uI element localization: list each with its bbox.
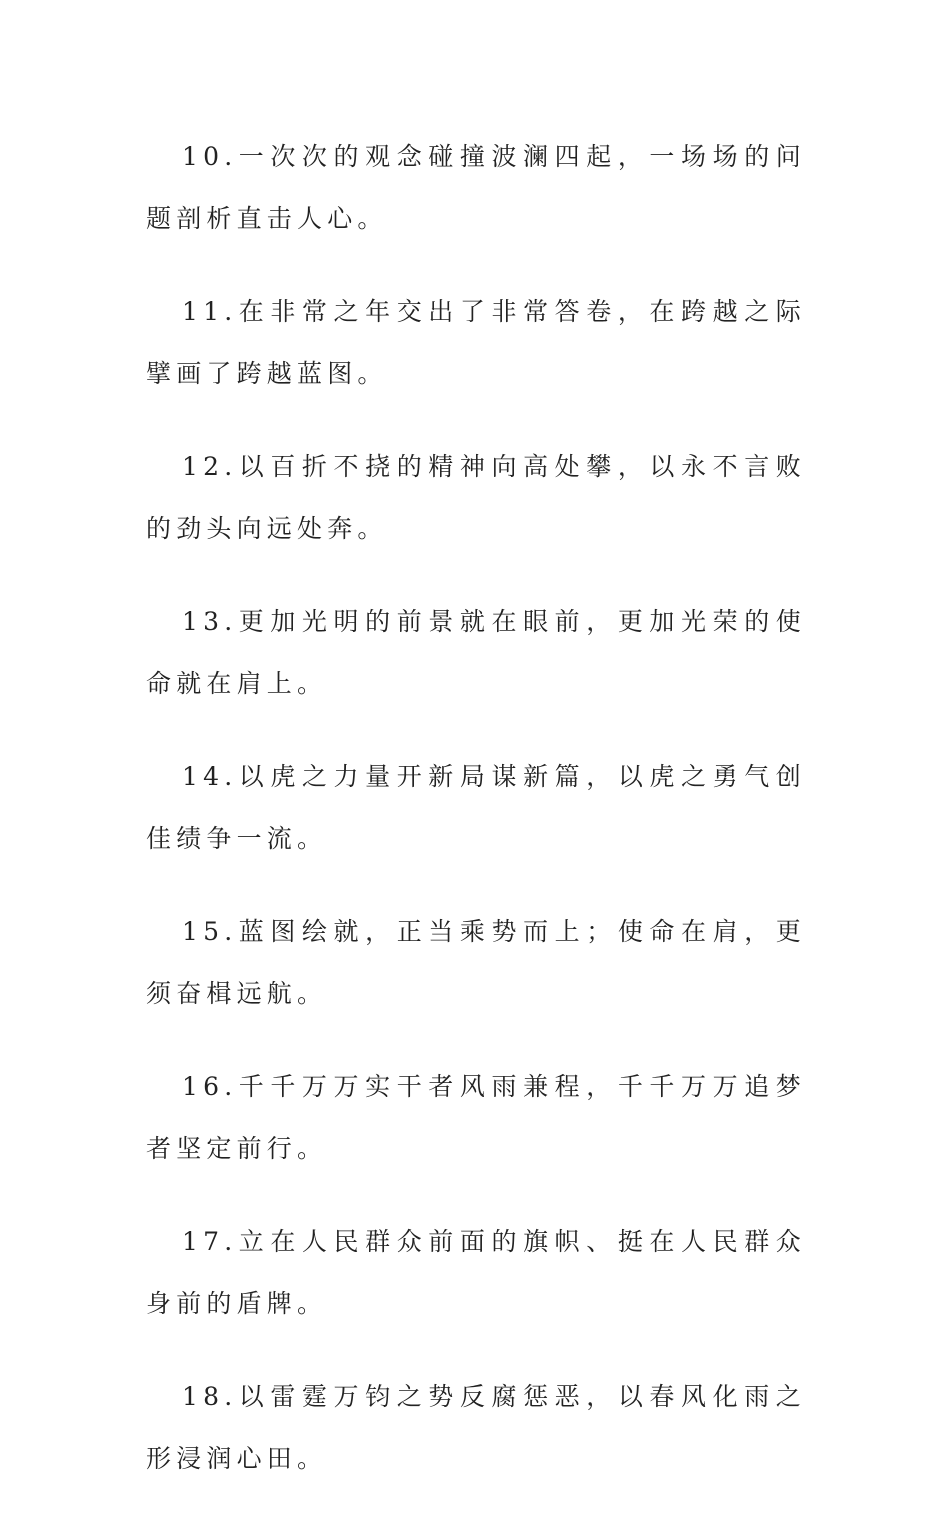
document-body	[146, 126, 806, 1521]
list-item: 16.千千万万实干者风雨兼程，千千万万追梦者坚定前行。	[146, 1072, 806, 1163]
list-item: 15.蓝图绘就，正当乘势而上；使命在肩，更须奋楫远航。	[146, 917, 806, 1008]
list-item: 11.在非常之年交出了非常答卷，在跨越之际擘画了跨越蓝图。	[146, 297, 806, 388]
list-item: 14.以虎之力量开新局谋新篇，以虎之勇气创佳绩争一流。	[146, 762, 806, 853]
list-item: 17.立在人民群众前面的旗帜、挺在人民群众身前的盾牌。	[146, 1227, 806, 1318]
list-item: 18.以雷霆万钧之势反腐惩恶，以春风化雨之形浸润心田。	[146, 1382, 806, 1473]
list-item: 12.以百折不挠的精神向高处攀，以永不言败的劲头向远处奔。	[146, 452, 806, 543]
list-item: 13.更加光明的前景就在眼前，更加光荣的使命就在肩上。	[146, 607, 806, 698]
list-item: 10.一次次的观念碰撞波澜四起，一场场的问题剖析直击人心。	[146, 142, 806, 233]
